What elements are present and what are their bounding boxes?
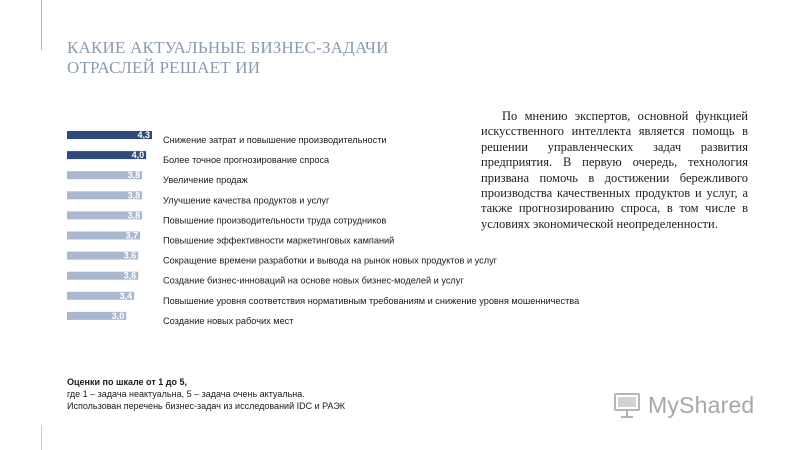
description-text: По мнению экспертов, основной функцией искусственного интеллекта является помощь в решении управленческих задач развития предприятия. В первую очередь, технология призвана помочь в достижении бережливого производства качественных продуктов и услуг, а также прогнозированию спроса, в том числе в условиях экономической неопределенности. — [481, 109, 748, 231]
bar-value-label: 3,4 — [119, 290, 133, 301]
bar-value-label: 3,8 — [127, 190, 141, 201]
category-label: Повышение производительности труда сотрудников — [163, 215, 387, 226]
bar-value-label: 3,6 — [123, 270, 137, 281]
category-label: Создание новых рабочих мест — [163, 315, 294, 326]
category-label: Повышение уровня соответствия нормативным требованиям и снижение уровня мошенничества — [163, 295, 580, 306]
category-label: Повышение эффективности маркетинговых кампаний — [163, 235, 395, 246]
bar-value-label: 3,7 — [125, 230, 139, 241]
title-line-1: КАКИЕ АКТУАЛЬНЫЕ БИЗНЕС-ЗАДАЧИ — [67, 38, 389, 57]
bar-value-label: 4,3 — [137, 130, 150, 140]
category-label: Сокращение времени разработки и вывода на рынок новых продуктов и услуг — [163, 255, 498, 266]
bar-value-label: 3,8 — [127, 170, 141, 181]
bar-value-label: 3,6 — [123, 250, 137, 261]
bar-value-label: 3,0 — [111, 310, 125, 321]
watermark-text: MyShared — [648, 391, 755, 418]
category-label: Снижение затрат и повышение производительности — [163, 135, 387, 145]
watermark — [612, 390, 754, 420]
bar-value-label: 3,8 — [127, 210, 141, 221]
scale-notes — [67, 376, 467, 412]
presentation-icon — [612, 390, 642, 420]
bar-value-label: 4,0 — [131, 150, 145, 161]
category-label: Создание бизнес-инноваций на основе новых бизнес-моделей и услуг — [163, 275, 464, 286]
note-source: Использован перечень бизнес-задач из исследований IDC и РАЭК — [67, 401, 346, 411]
note-scale-meaning: где 1 – задача неактуальна, 5 – задача очень актуальна. — [67, 389, 305, 399]
category-label: Улучшение качества продуктов и услуг — [163, 195, 330, 206]
title-line-2: ОТРАСЛЕЙ РЕШАЕТ ИИ — [67, 58, 261, 77]
category-label: Увеличение продаж — [163, 175, 248, 186]
category-label: Более точное прогнозирование спроса — [163, 155, 330, 166]
note-scale-title: Оценки по шкале от 1 до 5, — [67, 377, 187, 387]
